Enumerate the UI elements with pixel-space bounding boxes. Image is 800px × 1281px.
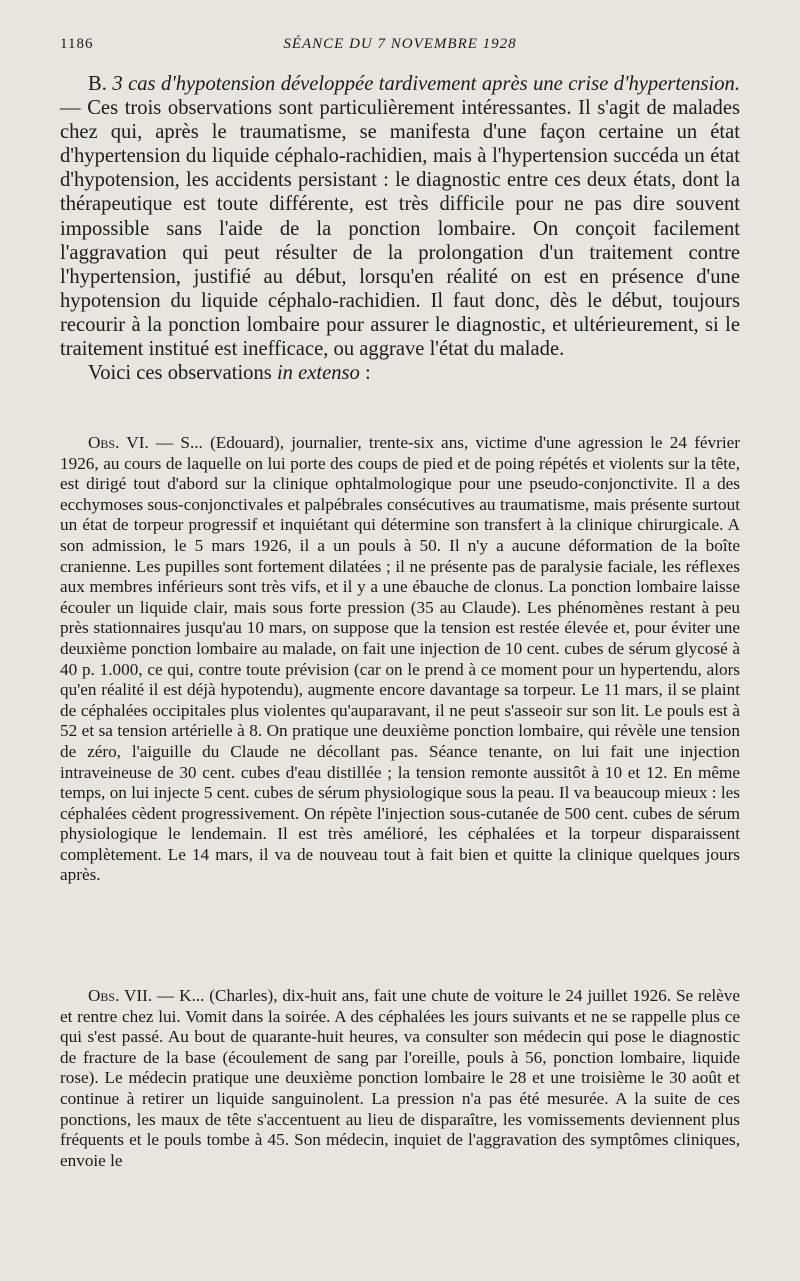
intro-section xyxy=(60,72,740,385)
obs6-text: — S... (Edouard), journalier, trente-six ans, victime d'une agression le 24 février 1926, au cours de laquelle on lui porte des coups de pied et de poing répétés et violents sur la tête, est dirigé tout d'abord sur la clinique ophtalmologique pour une pseudo-conjonctivite. Il a des ecchymoses sous-conjonctivales et palpébrales consécutives au traumatisme, mais présente surtout un état de torpeur progressif et inquiétant qui détermine son transfert à la clinique chirurgicale. A son admission, le 5 mars 1926, il a un pouls à 50. Il n'y a aucune déformation de la boîte cranienne. Les pupilles sont fortement dilatées ; il ne présente pas de paralysie faciale, les réflexes aux membres inférieurs sont très vifs, et il y a une ébauche de clonus. La ponction lombaire laisse écouler un liquide clair, mais sous forte pression (35 au Claude). Les phénomènes restant à peu près stationnaires jusqu'au 10 mars, on suppose que la tension est restée élevée et, pour éviter une deuxième ponction lombaire au malade, on fait une injection de 10 cent. cubes de sérum glycosé à 40 p. 1.000, ce qui, contre toute prévision (car on le prend à ce moment pour un hypertendu, alors qu'en réalité il est déjà hypotendu), augmente encore davantage sa torpeur. Le 11 mars, il se plaint de céphalées occipitales plus violentes qu'auparavant, il ne peut s'asseoir sur son lit. Le pouls est à 52 et sa tension artérielle à 8. On pratique une deuxième ponction lombaire, qui révèle une tension de zéro, l'aiguille du Claude ne décollant pas. Séance tenante, on lui fait une injection intraveineuse de 30 cent. cubes d'eau distillée ; la tension remonte aussitôt à 10 et 12. En même temps, on lui injecte 5 cent. cubes de sérum physiologique sous la peau. Il va beaucoup mieux : les céphalées cèdent progressivement. On répète l'injection sous-cutanée de 500 cent. cubes de sérum physiologique le lendemain. Il est très amélioré, les céphalées et la torpeur disparaissent complètement. Le 14 mars, il va de nouveau tout à fait bien et quitte la clinique quelques jours après. xyxy=(60,433,741,885)
obs7-label: Obs. VII. xyxy=(88,986,153,1005)
voici-end: : xyxy=(359,362,371,385)
obs7-paragraph xyxy=(60,986,740,1171)
obs7-text: — K... (Charles), dix-huit ans, fait une chute de voiture le 24 juillet 1926. Se relève et rentre chez lui. Vomit dans la soirée. A des céphalées les jours suivants et ne se rappelle plus ce qui s'est passé. Au bout de quarante-huit heures, va consulter son médecin qui pose le diagnostic de fracture de la base (écoulement de sang par l'oreille, pouls à 56, ponction lombaire, liquide rose). Le médecin pratique une deuxième ponction lombaire le 28 et une troisième le 30 août et continue à retirer un liquide sanguinolent. La pression n'a pas été mesurée. A la suite de ces ponctions, les maux de tête s'accentuent au lieu de disparaître, les vomissements deviennent plus fréquents et le pouls tombe à 45. Son médecin, inquiet de l'aggravation des symptômes cliniques, envoie le xyxy=(60,986,740,1170)
in-extenso-text: in extenso xyxy=(276,362,360,385)
observation-7 xyxy=(60,986,740,1171)
voici-text: Voici ces observations xyxy=(88,362,277,385)
running-head xyxy=(60,36,740,60)
intro-body: — Ces trois observations sont particulièrement intéressantes. Il s'agit de malades chez qui, après le traumatisme, se manifesta d'une façon certaine un état d'hypertension du liquide céphalo-rachidien, mais à l'hypertension succéda un état d'hypotension, les accidents persistant : le diagnostic entre ces deux états, dont la thérapeutique est toute différente, est très difficile pour ne pas dire souvent impossible sans l'aide de la ponction lombaire. On conçoit facilement l'aggravation qui peut résulter de la prolongation d'un traitement contre l'hypertension, justifié au début, lorsqu'en réalité on est en présence d'une hypotension du liquide céphalo-rachidien. Il faut donc, dès le début, toujours recourir à la ponction lombaire pour assurer le diagnostic, et ultérieurement, si le traitement institué est inefficace, ou aggrave l'état du malade. xyxy=(60,97,740,361)
obs6-label: Obs. VI. xyxy=(88,433,149,452)
intro-paragraph xyxy=(60,72,740,361)
observation-6 xyxy=(60,433,740,886)
voici-paragraph xyxy=(60,361,740,385)
running-title: SÉANCE DU 7 NOVEMBRE 1928 xyxy=(283,36,517,52)
obs6-paragraph xyxy=(60,433,740,886)
section-label: B. xyxy=(88,73,107,95)
page-number: 1186 xyxy=(60,36,94,52)
section-heading: 3 cas d'hypotension développée tardivement après une crise d'hypertension. xyxy=(112,73,740,95)
